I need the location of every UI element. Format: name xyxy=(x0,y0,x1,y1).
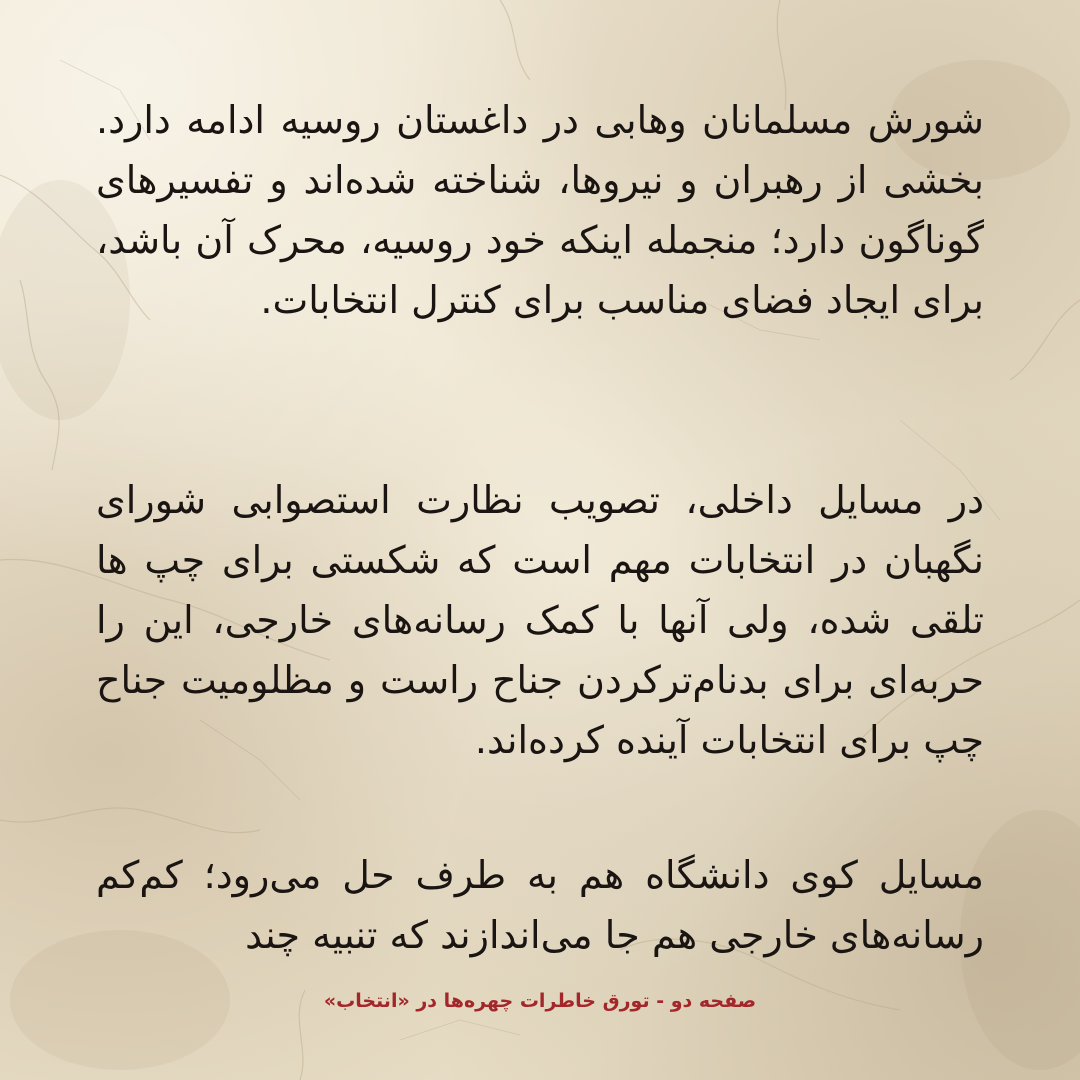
paragraph-1: شورش مسلمانان وهابی در داغستان روسیه ادامه دارد. بخشی از رهبران و نیروها، شناخته شده‌اند و تفسیرهای گوناگون دارد؛ منجمله اینکه خود روسیه، محرک آن باشد، برای ایجاد فضای مناسب برای کنترل انتخابات. xyxy=(96,98,984,322)
paragraph-2: در مسایل داخلی، تصویب نظارت استصوابی شورای نگهبان در انتخابات مهم است که شکستی برای چپ ها تلقی شده، ولی آنها با کمک رسانه‌های خارجی، این را حربه‌ای برای بدنام‌ترکردن جناح راست و مظلومیت جناح چپ برای انتخابات آینده کرده‌اند. xyxy=(96,478,984,762)
paragraph-3: مسایل کوی دانشگاه هم به طرف حل می‌رود؛ کم‌کم رسانه‌های خارجی هم جا می‌اندازند که تنبیه چند xyxy=(96,853,984,957)
footer-caption: صفحه دو - تورق خاطرات چهره‌ها در «انتخاب» xyxy=(323,990,757,1012)
